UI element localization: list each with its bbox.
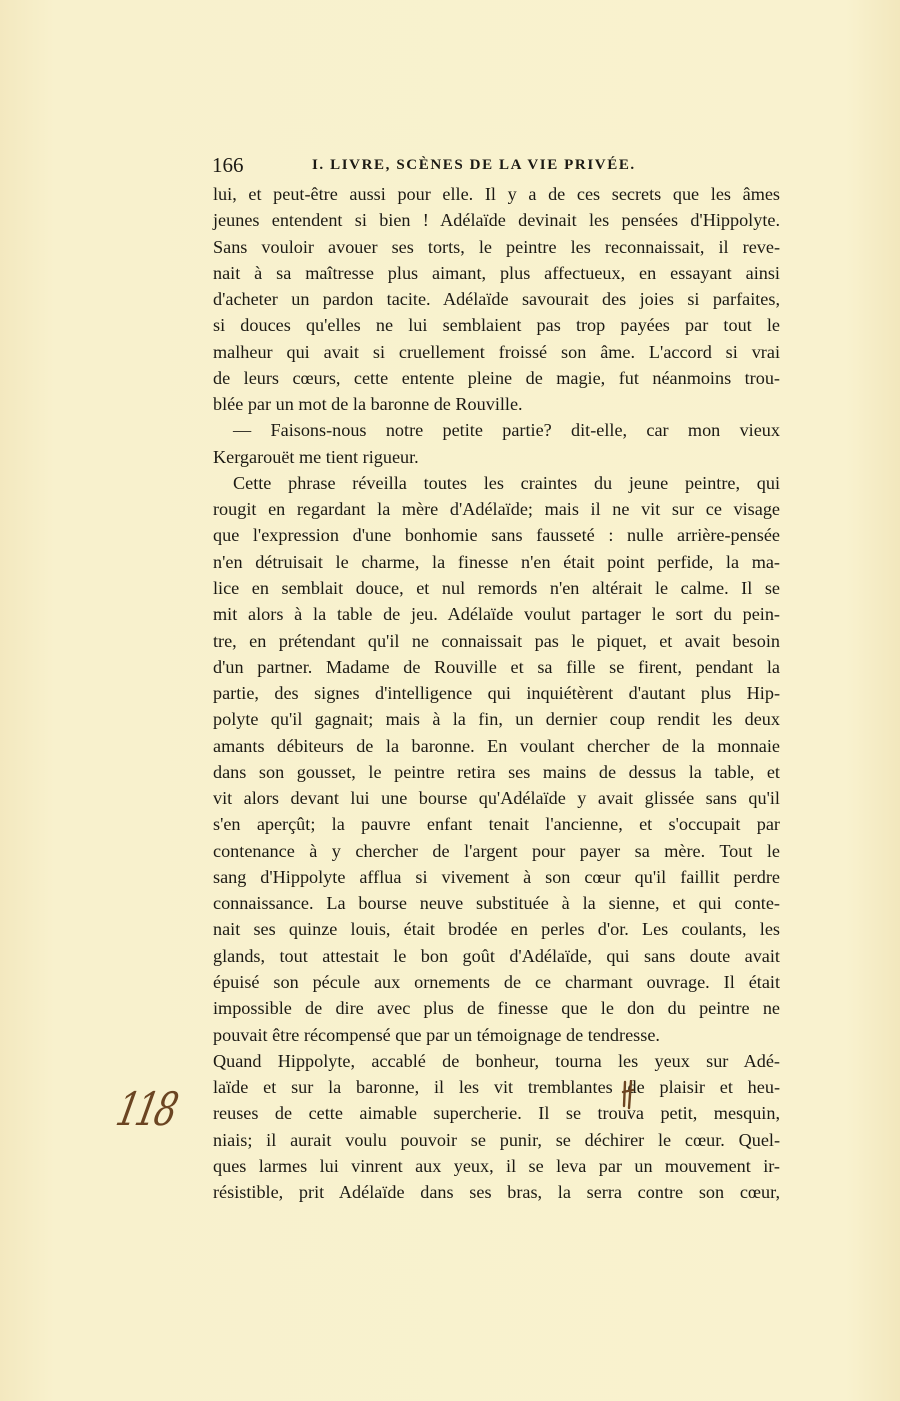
handwritten-margin-note: 118 xyxy=(111,1082,181,1136)
text-line: s'en aperçût; la pauvre enfant tenait l'ancienne, et s'occupait par xyxy=(213,814,780,835)
text-line: malheur qui avait si cruellement froissé son âme. L'accord si vrai xyxy=(213,341,780,362)
text-line: laïde et sur la baronne, il les vit tremblantes de plaisir et heu- xyxy=(213,1077,780,1098)
running-head: I. LIVRE, SCÈNES DE LA VIE PRIVÉE. xyxy=(312,157,636,173)
text-line: lui, et peut-être aussi pour elle. Il y a de ces secrets que les âmes xyxy=(213,184,780,204)
text-line: reuses de cette aimable supercherie. Il se trouva petit, mesquin, xyxy=(213,1103,780,1124)
text-line: glands, tout attestait le bon goût d'Adélaïde, qui sans doute avait xyxy=(213,945,780,966)
text-line: lice en semblait douce, et nul remords n'en altérait le calme. Il se xyxy=(213,577,780,598)
text-line: tre, en prétendant qu'il ne connaissait pas le piquet, et avait besoin xyxy=(213,630,780,651)
text-line: Cette phrase réveilla toutes les craintes du jeune peintre, qui xyxy=(233,472,780,493)
text-line: ques larmes lui vinrent aux yeux, il se leva par un mouvement ir- xyxy=(213,1155,780,1176)
text-line: jeunes entendent si bien ! Adélaïde devinait les pensées d'Hippolyte. xyxy=(213,210,780,231)
text-line: d'acheter un pardon tacite. Adélaïde savourait des joies si parfaites, xyxy=(213,289,780,310)
text-line: nait à sa maîtresse plus aimant, plus affectueux, en essayant ainsi xyxy=(213,262,780,283)
text-line: blée par un mot de la baronne de Rouville. xyxy=(213,394,523,415)
text-line: si douces qu'elles ne lui semblaient pas trop payées par tout le xyxy=(213,315,780,336)
text-line: contenance à y chercher de l'argent pour payer sa mère. Tout le xyxy=(213,840,780,861)
text-line: n'en détruisait le charme, la finesse n'en était point perfide, la ma- xyxy=(213,551,780,572)
handwritten-ink-mark xyxy=(621,1080,635,1110)
text-line: nait ses quinze louis, était brodée en perles d'or. Les coulants, les xyxy=(213,919,780,940)
body-text xyxy=(213,181,780,1205)
text-line: Kergarouët me tient rigueur. xyxy=(213,446,419,467)
text-line: — Faisons-nous notre petite partie? dit-elle, car mon vieux xyxy=(233,420,780,441)
text-line: partie, des signes d'intelligence qui inquiétèrent d'autant plus Hip- xyxy=(213,683,780,704)
text-line: mit alors à la table de jeu. Adélaïde voulut partager le sort du pein- xyxy=(213,604,780,625)
text-line: que l'expression d'une bonhomie sans fausseté : nulle arrière-pensée xyxy=(213,525,780,546)
text-line: Sans vouloir avouer ses torts, le peintre les reconnaissait, il reve- xyxy=(213,236,780,257)
text-line: vit alors devant lui une bourse qu'Adélaïde y avait glissée sans qu'il xyxy=(213,788,780,809)
text-line: polyte qu'il gagnait; mais à la fin, un dernier coup rendit les deux xyxy=(213,709,780,730)
text-line: pouvait être récompensé que par un témoignage de tendresse. xyxy=(213,1024,660,1045)
text-line: niais; il aurait voulu pouvoir se punir, se déchirer le cœur. Quel- xyxy=(213,1129,780,1150)
text-line: impossible de dire avec plus de finesse que le don du peintre ne xyxy=(213,998,780,1019)
page-header xyxy=(212,153,782,177)
text-line: dans son gousset, le peintre retira ses mains de dessus la table, et xyxy=(213,761,780,782)
text-line: Quand Hippolyte, accablé de bonheur, tourna les yeux sur Adé- xyxy=(213,1050,780,1071)
text-line: résistible, prit Adélaïde dans ses bras, la serra contre son cœur, xyxy=(213,1182,780,1203)
text-line: de leurs cœurs, cette entente pleine de magie, fut néanmoins trou- xyxy=(213,367,780,388)
page-number: 166 xyxy=(212,153,244,177)
text-line: rougit en regardant la mère d'Adélaïde; mais il ne vit sur ce visage xyxy=(213,499,780,520)
text-line: connaissance. La bourse neuve substituée à la sienne, et qui conte- xyxy=(213,893,780,914)
text-line: amants débiteurs de la baronne. En voulant chercher de la monnaie xyxy=(213,735,780,756)
text-line: épuisé son pécule aux ornements de ce charmant ouvrage. Il était xyxy=(213,971,780,992)
text-line: d'un partner. Madame de Rouville et sa fille se firent, pendant la xyxy=(213,656,780,677)
text-line: sang d'Hippolyte afflua si vivement à son cœur qu'il faillit perdre xyxy=(213,866,780,887)
